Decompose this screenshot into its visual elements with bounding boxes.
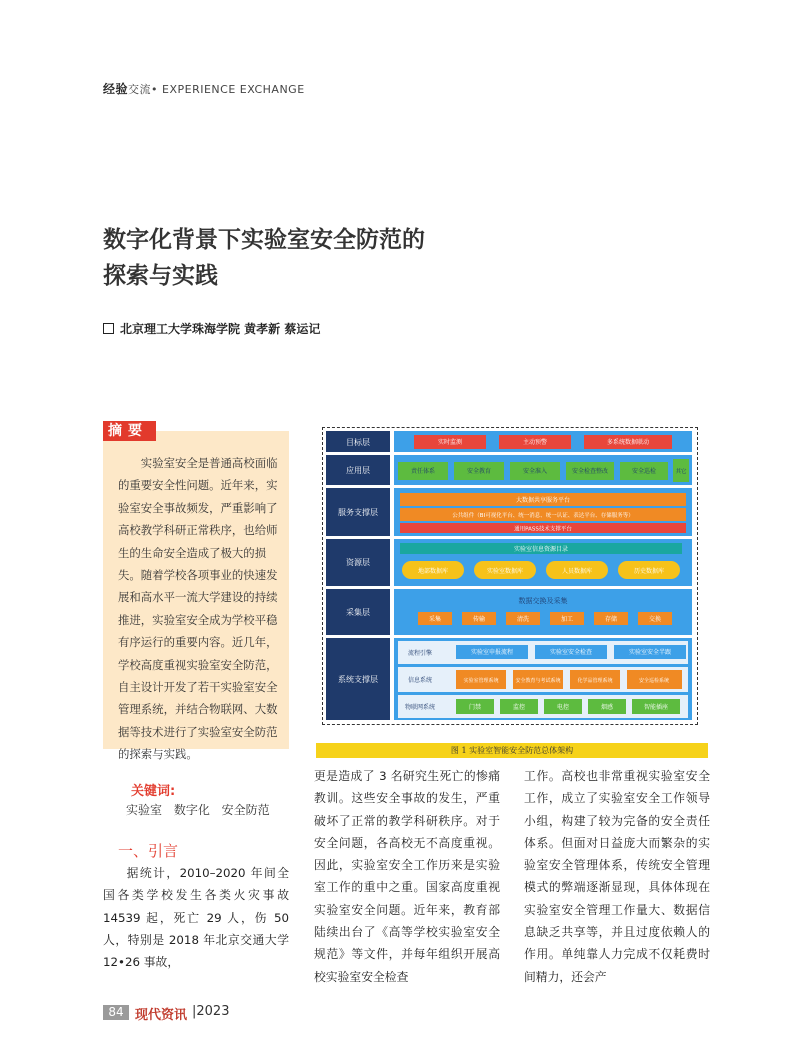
keywords-list: 实验室 数字化 安全防范 [126, 803, 270, 817]
magazine-year: |2023 [192, 1004, 230, 1019]
system-item-label: 电控 [556, 704, 570, 711]
square-icon [103, 323, 114, 334]
abstract-text: 实验室安全是普通高校面临的重要安全性问题。近年来，实验室安全事故频发，严重影响了高校教学科研正常秩序，也给师生的生命安全造成了极大的损失。随着学校各项事业的快速发展和高水平一流大学建设的持续推进，实验室安全成为学校平稳有序运行的重要内容。近几年，学校高度重视实验室安全防范，自主设计开发了若干实验室安全管理系统，并结合物联网、大数据等技术进行了实验室安全防范的探索与实践。 [118, 456, 278, 762]
author-line: 北京理工大学珠海学院 黄孝新 蔡运记 [103, 320, 320, 337]
collect-title: 数据交换及采集 [518, 597, 568, 605]
resource-db-label: 实验室数据库 [486, 568, 524, 575]
service-components-label: 公共组件（BI可视化平台、统一消息、统一认证、表达平台、存储服务等） [452, 513, 634, 519]
target-item-label: 主动预警 [522, 439, 548, 446]
resource-db-label: 历史数据库 [633, 568, 665, 575]
body-column-2: 更是造成了 3 名研究生死亡的惨痛教训。这些安全事故的发生，严重破坏了正常的教学科研秩序。对于安全问题，各高校无不高度重视。因此，实验室安全工作历来是实验室工作的重中之重。国家高度重视实验室安全问题。近年来，教育部陆续出台了《高等学校实验室安全规范》等文件，并每年组织开展高校实验室安全检查 [314, 769, 500, 984]
body-column-1: 据统计，2010–2020 年间全国各类学校发生各类火灾事故 14539 起，死亡 29 人，伤 50 人，特别是 2018 年北京交通大学 12•26 事故， [103, 866, 289, 970]
layer-label-target: 目标层 [346, 438, 370, 447]
abstract-label-edge [153, 421, 156, 441]
section-title: 一、引言 [118, 842, 179, 860]
app-item-label: 安全教育 [466, 468, 492, 475]
target-item-label: 实时监测 [437, 439, 463, 446]
system-item-label: 实验室安全检查 [549, 649, 593, 656]
page-number: 84 [103, 1005, 129, 1020]
system-item-label: 化学品管理系统 [577, 678, 613, 684]
collect-item-label: 采集 [428, 616, 442, 623]
service-paas-label: 通用PASS技术支撑平台 [514, 526, 572, 533]
collect-item-label: 传输 [472, 616, 486, 623]
collect-item-label: 交换 [648, 616, 662, 623]
app-item-label: 责任体系 [410, 468, 436, 475]
body-column-3: 工作。高校也非常重视实验室安全工作，成立了实验室安全工作领导小组，构建了较为完备的安全责任体系。但面对日益庞大而繁杂的实验室安全管理体系，传统安全管理模式的弊端逐渐显现，具体体现在实验室安全管理工作量大、数据信息缺乏共享等，并且过度依赖人的作用。单纯靠人力完成不仅耗费时间精力，还会产 [524, 769, 710, 984]
system-item-label: 烟感 [600, 704, 614, 711]
app-item-label: 安全巡检 [631, 468, 657, 475]
system-item-label: 实验室管理系统 [463, 678, 499, 684]
keywords-label: 关键词: [131, 784, 176, 799]
system-item-label: 实验室申报流程 [470, 649, 514, 656]
column-header: 经验交流• EXPERIENCE EXCHANGE [103, 82, 305, 96]
system-row-name: 物联网系统 [404, 704, 436, 711]
article-title: 数字化背景下实验室安全防范的 探索与实践 [103, 227, 425, 289]
architecture-diagram [322, 427, 697, 724]
system-item-label: 安全巡检系统 [638, 678, 670, 684]
system-item-label: 安全教育与考试系统 [515, 678, 561, 684]
system-item-label: 门禁 [468, 704, 482, 711]
collect-item-label: 加工 [560, 616, 574, 623]
system-item-label: 实验室安全半跟 [628, 649, 672, 656]
layer-label-service: 服务支撑层 [338, 508, 378, 517]
app-item-label: 其它 [675, 469, 687, 475]
magazine-name: 现代资讯 [135, 1008, 188, 1023]
system-row-name: 信息系统 [407, 677, 433, 684]
system-item-label: 智能插座 [643, 704, 669, 711]
figure-caption: 图 1 实验室智能安全防范总体架构 [316, 743, 708, 758]
service-platform-label: 大数据共享服务平台 [515, 497, 571, 504]
resource-catalog-label: 实验室信息资源目录 [513, 546, 569, 553]
resource-db-label: 地部数据库 [417, 568, 449, 575]
resource-db-label: 人员数据库 [561, 568, 593, 575]
system-row-name: 流程引擎 [407, 650, 433, 657]
layer-label-collect: 采集层 [346, 608, 370, 617]
layer-label-resource: 资源层 [346, 558, 370, 567]
layer-label-app: 应用层 [346, 466, 370, 475]
abstract-label: 摘要 [103, 421, 153, 441]
collect-item-label: 清洗 [516, 616, 530, 623]
app-item-label: 安全检查整改 [571, 468, 609, 475]
layer-label-system: 系统支撑层 [338, 675, 378, 684]
collect-item-label: 存储 [604, 616, 618, 623]
system-item-label: 监控 [512, 704, 526, 711]
target-item-label: 多系统数据联动 [606, 439, 650, 446]
app-item-label: 安全准入 [522, 468, 548, 475]
